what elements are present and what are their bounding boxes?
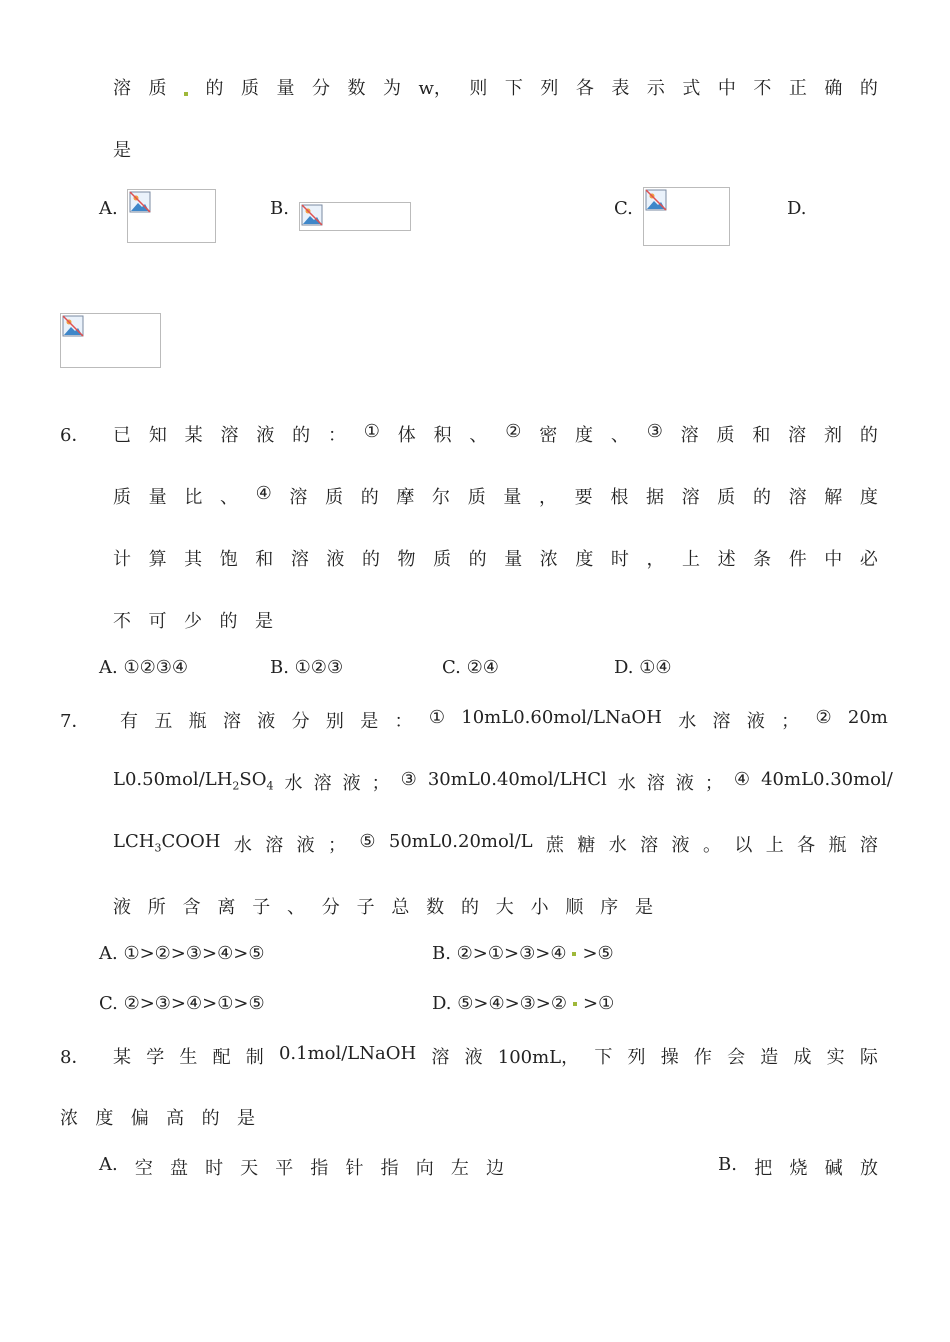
- word: 是: [634, 897, 653, 918]
- word: 指: [310, 1158, 329, 1179]
- word: 左: [450, 1158, 469, 1179]
- q7-option-d-text: D. ⑤>④>③>②: [432, 993, 568, 1014]
- broken-image-icon: [62, 315, 84, 337]
- word: 列: [540, 78, 559, 99]
- word: 蔗: [545, 835, 564, 856]
- word: 的: [468, 549, 487, 570]
- word: 液: [296, 835, 315, 856]
- word: 质: [241, 78, 259, 99]
- word: 尔: [432, 487, 451, 508]
- word: 液: [342, 773, 361, 794]
- mark-dot: [184, 92, 188, 96]
- word: 水: [678, 711, 697, 732]
- word: 水: [284, 773, 303, 794]
- word: A.: [99, 1154, 118, 1175]
- q6-option-c: C. ②④: [442, 657, 499, 678]
- word: 积: [433, 425, 452, 446]
- word: 盘: [169, 1158, 188, 1179]
- word: 作: [693, 1047, 712, 1068]
- q5-line2: 是: [113, 140, 131, 161]
- word: 表: [611, 78, 630, 99]
- word: 液: [464, 1047, 483, 1068]
- q7-option-b-text: B. ②>①>③>④: [432, 943, 567, 964]
- word: 质: [716, 425, 735, 446]
- word: ：: [394, 711, 413, 732]
- word: 40mL0.30mol/: [761, 769, 893, 790]
- word: 时: [205, 1158, 224, 1179]
- word: 平: [275, 1158, 294, 1179]
- word: 烧: [789, 1158, 808, 1179]
- word: 水: [617, 773, 636, 794]
- word: 体: [397, 425, 416, 446]
- word: 不: [753, 78, 772, 99]
- q5-line1: [113, 74, 878, 100]
- q7-option-d-tail: >①: [583, 993, 615, 1014]
- word: 瓶: [188, 711, 207, 732]
- word: 溶: [681, 487, 700, 508]
- word: 溶: [290, 549, 309, 570]
- word: 的: [219, 611, 238, 632]
- word: 已: [113, 425, 131, 446]
- word: 10mL0.60mol/LNaOH: [461, 707, 662, 728]
- word: 液: [113, 897, 131, 918]
- word: ；: [371, 773, 390, 794]
- word: 下: [504, 78, 523, 99]
- word: ①: [363, 421, 380, 442]
- word: 以: [734, 835, 753, 856]
- word: 度: [95, 1108, 114, 1129]
- word: 度: [859, 487, 878, 508]
- word: 要: [574, 487, 593, 508]
- word: 饱: [219, 549, 238, 570]
- q7-option-d: [432, 993, 614, 1014]
- word: 件: [788, 549, 807, 570]
- word: 剂: [823, 425, 842, 446]
- word: 度: [575, 549, 594, 570]
- word: 中: [717, 78, 736, 99]
- word: ②: [815, 707, 832, 728]
- word: 溶: [859, 835, 878, 856]
- word: 列: [627, 1047, 646, 1068]
- word: 溶: [289, 487, 308, 508]
- word: 所: [147, 897, 166, 918]
- word: 是: [236, 1108, 255, 1129]
- word: ；: [704, 773, 723, 794]
- q7-line4: [113, 893, 653, 919]
- word: 溶: [712, 711, 731, 732]
- word: 量: [148, 487, 167, 508]
- word: 的: [360, 487, 379, 508]
- q5-option-c-image: [643, 187, 730, 246]
- q8-option-a: [99, 1154, 504, 1180]
- word: 溶: [640, 835, 659, 856]
- word: 顺: [565, 897, 584, 918]
- word: 指: [380, 1158, 399, 1179]
- word: 100mL，: [497, 1047, 580, 1068]
- word: 溶: [788, 487, 807, 508]
- word: 溶: [431, 1047, 450, 1068]
- word: 据: [645, 487, 664, 508]
- word: 是: [360, 711, 379, 732]
- word: 的: [292, 425, 311, 446]
- word: 各: [797, 835, 816, 856]
- word: 总: [391, 897, 410, 918]
- q6-line3: [113, 545, 878, 571]
- word: 正: [788, 78, 807, 99]
- q6-line1: [113, 421, 878, 447]
- word: $L0.50mol/LH_2SO_4$: [113, 769, 274, 793]
- word: 的: [205, 78, 224, 99]
- word: 分: [312, 78, 330, 99]
- q8-line2: [60, 1104, 255, 1130]
- word: 少: [184, 611, 202, 632]
- word: 量: [504, 549, 523, 570]
- word: 水: [233, 835, 252, 856]
- word: 数: [347, 78, 366, 99]
- word: 五: [154, 711, 173, 732]
- word: 边: [485, 1158, 504, 1179]
- word: 放: [859, 1158, 878, 1179]
- word: 水: [608, 835, 627, 856]
- word: ①: [428, 707, 445, 728]
- word: 上: [682, 549, 700, 570]
- word: 50mL0.20mol/L: [388, 831, 533, 852]
- word: 偏: [130, 1108, 149, 1129]
- word: 不: [113, 611, 131, 632]
- q7-line1: [120, 707, 888, 733]
- word: 为: [383, 78, 401, 99]
- word: ③: [646, 421, 663, 442]
- word: ，: [646, 549, 665, 570]
- word: 子: [252, 897, 271, 918]
- word: 根: [610, 487, 629, 508]
- word: 瓶: [828, 835, 847, 856]
- word: 溶: [222, 711, 241, 732]
- word: 、: [286, 897, 305, 918]
- word: 会: [727, 1047, 746, 1068]
- word: 的: [859, 78, 878, 99]
- q7-option-c: C. ②>③>④>①>⑤: [99, 993, 265, 1014]
- word: 条: [753, 549, 772, 570]
- word: 液: [256, 425, 275, 446]
- word: ④: [733, 769, 751, 790]
- q6-line4: [113, 607, 273, 633]
- word: 知: [148, 425, 167, 446]
- word: 20m: [847, 707, 888, 728]
- word: 示: [646, 78, 665, 99]
- word: 向: [415, 1158, 434, 1179]
- word: 液: [746, 711, 765, 732]
- word: 实: [826, 1047, 845, 1068]
- q7-option-b-tail: >⑤: [582, 943, 614, 964]
- word: 浓: [539, 549, 558, 570]
- word: 中: [824, 549, 843, 570]
- word: 溶: [113, 78, 131, 99]
- word: ③: [400, 769, 417, 790]
- q5-option-b-image: [299, 202, 411, 231]
- word: 溶: [646, 773, 665, 794]
- q7-option-a: A. ①>②>③>④>⑤: [99, 943, 265, 964]
- q5-option-a-image: [127, 189, 216, 243]
- broken-image-icon: [301, 204, 323, 226]
- word: 必: [859, 549, 878, 570]
- word: 别: [325, 711, 344, 732]
- word: 生: [179, 1047, 198, 1068]
- word: 各: [575, 78, 594, 99]
- word: 摩: [396, 487, 415, 508]
- q6-number: 6．: [60, 425, 90, 446]
- word: 。: [702, 835, 721, 856]
- word: 计: [113, 549, 131, 570]
- word: 度: [575, 425, 594, 446]
- word: 溶: [220, 425, 239, 446]
- word: 某: [184, 425, 203, 446]
- word: 质: [148, 78, 167, 99]
- word: 高: [166, 1108, 185, 1129]
- word: 的: [752, 487, 771, 508]
- word: 制: [245, 1047, 264, 1068]
- q5-option-b-label: B.: [270, 198, 289, 219]
- word: 学: [146, 1047, 165, 1068]
- word: 序: [600, 897, 619, 918]
- word: $LCH_3COOH$: [113, 831, 221, 855]
- word: 述: [717, 549, 736, 570]
- word: ⑤: [359, 831, 376, 852]
- word: 碱: [824, 1158, 843, 1179]
- word: 大: [495, 897, 514, 918]
- word: 质: [717, 487, 736, 508]
- word: 可: [148, 611, 167, 632]
- word: 量: [276, 78, 295, 99]
- word: 、: [219, 487, 238, 508]
- q7-line3: [113, 831, 878, 857]
- word: 算: [148, 549, 167, 570]
- word: 的: [460, 897, 479, 918]
- q5-option-a-label: A.: [99, 198, 118, 219]
- word: 空: [134, 1158, 153, 1179]
- word: 的: [859, 425, 878, 446]
- word: 液: [257, 711, 276, 732]
- word: 的: [361, 549, 380, 570]
- word: 式: [682, 78, 701, 99]
- word: 、: [610, 425, 629, 446]
- word: 下: [594, 1047, 613, 1068]
- word: w，: [418, 78, 452, 99]
- word: 解: [824, 487, 843, 508]
- word: 则: [469, 78, 488, 99]
- q6-option-d: D. ①④: [614, 657, 672, 678]
- word: 物: [397, 549, 416, 570]
- word: 质: [433, 549, 452, 570]
- q5-option-c-label: C.: [614, 198, 633, 219]
- word: 液: [675, 773, 694, 794]
- word: 针: [345, 1158, 364, 1179]
- word: 溶: [313, 773, 332, 794]
- word: B.: [718, 1154, 737, 1175]
- word: ④: [255, 483, 272, 504]
- word: 浓: [60, 1108, 78, 1129]
- word: 际: [859, 1047, 878, 1068]
- word: ；: [781, 711, 800, 732]
- word: 溶: [788, 425, 807, 446]
- word: ；: [327, 835, 346, 856]
- broken-image-icon: [645, 189, 667, 211]
- q8-option-b: [718, 1154, 878, 1180]
- mark-dot: [573, 1002, 577, 1006]
- word: ：: [327, 425, 346, 446]
- mark-dot: [572, 952, 576, 956]
- q5-option-d-image: [60, 313, 161, 368]
- word: 确: [824, 78, 843, 99]
- word: 30mL0.40mol/LHCl: [427, 769, 607, 790]
- word: 子: [356, 897, 375, 918]
- word: 把: [754, 1158, 773, 1179]
- word: 天: [240, 1158, 259, 1179]
- word: 和: [752, 425, 771, 446]
- word: 造: [760, 1047, 779, 1068]
- word: 质: [467, 487, 486, 508]
- word: 某: [113, 1047, 131, 1068]
- word: 数: [426, 897, 445, 918]
- word: 和: [255, 549, 274, 570]
- word: 质: [325, 487, 344, 508]
- word: 时: [610, 549, 629, 570]
- q8-line1: [113, 1043, 878, 1069]
- word: ②: [505, 421, 522, 442]
- word: 含: [182, 897, 201, 918]
- word: 分: [321, 897, 340, 918]
- q7-option-b: [432, 943, 614, 964]
- word: 上: [765, 835, 784, 856]
- word: 的: [201, 1108, 220, 1129]
- word: 分: [291, 711, 310, 732]
- word: 液: [326, 549, 345, 570]
- q5-option-d-label: D.: [787, 198, 807, 219]
- word: 0.1mol/LNaOH: [278, 1043, 417, 1064]
- word: 小: [530, 897, 549, 918]
- word: ，: [539, 487, 558, 508]
- broken-image-icon: [129, 191, 151, 213]
- q8-number: 8．: [60, 1047, 90, 1068]
- word: 是: [255, 611, 273, 632]
- word: 液: [671, 835, 690, 856]
- word: 配: [212, 1047, 231, 1068]
- word: 量: [503, 487, 522, 508]
- word: 有: [120, 711, 138, 732]
- word: 密: [539, 425, 558, 446]
- word: 、: [469, 425, 488, 446]
- word: 糖: [577, 835, 596, 856]
- word: 其: [184, 549, 203, 570]
- word: 成: [793, 1047, 812, 1068]
- q7-number: 7．: [60, 711, 90, 732]
- q7-line2: [113, 769, 893, 795]
- q6-line2: [113, 483, 878, 509]
- word: 溶: [680, 425, 699, 446]
- word: 离: [217, 897, 236, 918]
- q6-option-b: B. ①②③: [270, 657, 344, 678]
- word: 溶: [265, 835, 284, 856]
- q6-option-a: A. ①②③④: [99, 657, 188, 678]
- word: 操: [660, 1047, 679, 1068]
- word: 质: [113, 487, 131, 508]
- word: 比: [184, 487, 203, 508]
